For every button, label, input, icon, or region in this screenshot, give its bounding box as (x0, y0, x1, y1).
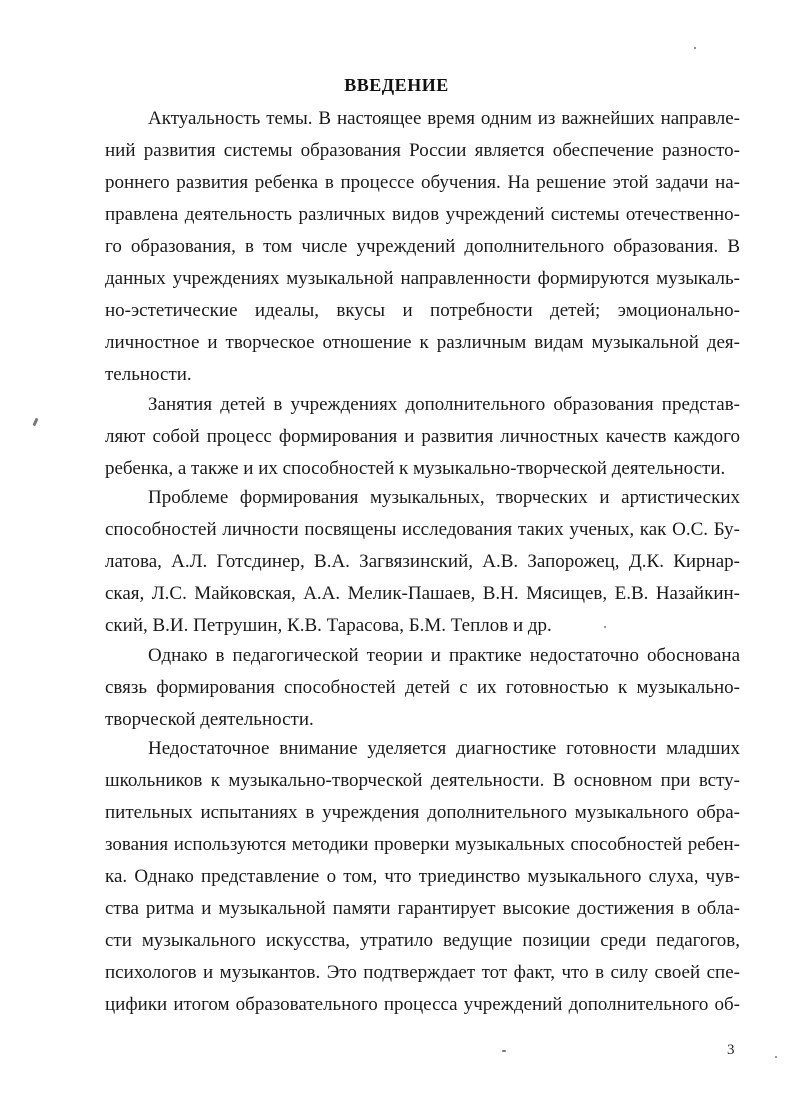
text-line: но-эстетические идеалы, вкусы и потребности детей; эмоционально- (105, 300, 740, 321)
scan-speck (694, 47, 696, 49)
text-line: Актуальность темы. В настоящее время одним из важнейших направле- (148, 108, 740, 129)
text-line: цифики итогом образовательного процесса учреждений дополнительного об- (105, 994, 740, 1015)
text-line: ний развития системы образования России является обеспечение разносто- (105, 140, 740, 161)
text-line: Занятия детей в учреждениях дополнительного образования представ- (148, 394, 740, 415)
paragraph-theory (105, 640, 740, 736)
text-line: ская, Л.С. Майковская, А.А. Мелик-Пашаев, В.Н. Мясищев, Е.В. Назайкин- (105, 583, 740, 604)
paragraph-relevance (105, 103, 740, 391)
text-line: роннего развития ребенка в процессе обучения. На решение этой задачи на- (105, 172, 740, 193)
text-line: ка. Однако представление о том, что триединство музыкального слуха, чув- (105, 866, 740, 887)
text-line: школьников к музыкально-творческой деятельности. В основном при всту- (105, 770, 740, 791)
text-line: данных учреждениях музыкальной направленности формируются музыкаль- (105, 268, 740, 289)
scan-speck (502, 1050, 506, 1052)
text-line: связь формирования способностей детей с их готовностью к музыкально- (105, 677, 740, 698)
scan-speck (604, 626, 606, 628)
paragraph-activities (105, 389, 740, 485)
text-line: пительных испытаниях в учреждения дополнительного музыкального обра- (105, 802, 740, 823)
text-line: ляют собой процесс формирования и развития личностных качеств каждого (105, 426, 740, 447)
paragraph-diagnostics (105, 733, 740, 1021)
text-line: личностное и творческое отношение к различным видам музыкальной дея- (105, 332, 740, 353)
text-line: Проблеме формирования музыкальных, творческих и артистических (148, 487, 740, 508)
paragraph-researchers (105, 482, 740, 642)
scan-speck (775, 1056, 777, 1058)
text-line: ребенка, а также и их способностей к музыкально-творческой деятельности. (105, 458, 726, 479)
text-line: тельности. (105, 364, 192, 385)
text-line: правлена деятельность различных видов учреждений системы отечественно- (105, 204, 740, 225)
scan-speck (32, 418, 38, 427)
page-title: ВВЕДЕНИЕ (344, 75, 449, 95)
text-line: сти музыкального искусства, утратило ведущие позиции среди педагогов, (105, 930, 740, 951)
text-line: способностей личности посвящены исследования таких ученых, как О.С. Бу- (105, 519, 740, 540)
text-line: латова, А.Л. Готсдинер, В.А. Загвязинский, А.В. Запорожец, Д.К. Кирнар- (105, 551, 740, 572)
text-line: ства ритма и музыкальной памяти гарантирует высокие достижения в обла- (105, 898, 740, 919)
text-line: психологов и музыкантов. Это подтверждает тот факт, что в силу своей спе- (105, 962, 740, 983)
text-line: Однако в педагогической теории и практике недостаточно обоснована (148, 645, 740, 666)
text-line: Недостаточное внимание уделяется диагностике готовности младших (148, 738, 740, 759)
page-number: 3 (727, 1042, 735, 1058)
text-line: го образования, в том числе учреждений дополнительного образования. В (105, 236, 740, 257)
text-line: зования используются методики проверки музыкальных способностей ребен- (105, 834, 740, 855)
text-line: ский, В.И. Петрушин, К.В. Тарасова, Б.М. Теплов и др. (105, 615, 552, 636)
text-line: творческой деятельности. (105, 709, 314, 730)
